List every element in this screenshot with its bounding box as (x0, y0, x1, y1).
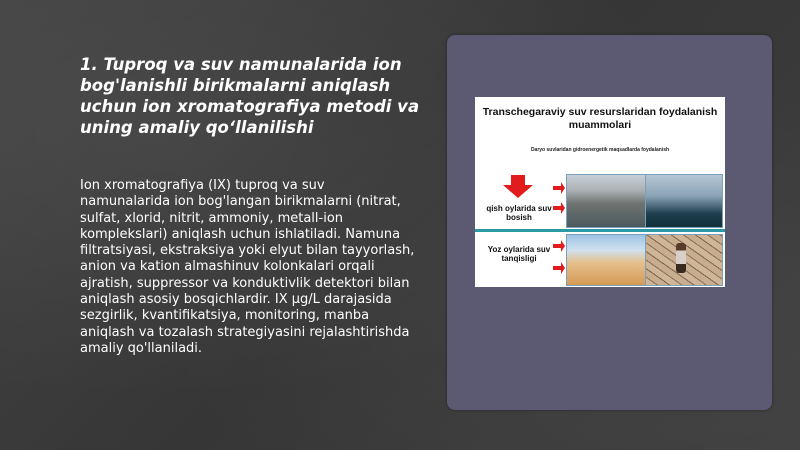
figure-subtitle: Daryo suvlaridan gidroenergetik maqsadlarda foydalanish (530, 147, 670, 153)
flood-photo-1 (566, 174, 646, 228)
embedded-figure-image (475, 97, 725, 287)
figure-title: Transchegaraviy suv resurslaridan foydalanish muammolari (482, 106, 718, 131)
drought-photo-2 (645, 234, 723, 286)
drought-photo-1 (566, 234, 646, 286)
down-arrow-head-icon (503, 185, 533, 198)
slide-body-text: Ion xromatografiya (IX) tuproq va suv namunalarida ion bog'langan birikmalarni (nitrat, sulfat, xlorid, nitrit, ammoniy, metall-ion komplekslari) aniqlash uchun ishlatiladi. Namuna filtratsiyasi, ekstraksiya yoki elyut bilan tayyorlash, anion va kation almashinuv kolonkalari orqali ajratish, suppressor va konduktivlik detektori bilan aniqlash asosiy bosqichlardir. IX µg/L darajasida sezgirlik, kvantifikatsiya, monitoring, manba aniqlash va tozalash strategiyasini rejalashtirishda amaliy qo'llaniladi. (80, 178, 415, 356)
image-panel (447, 35, 772, 410)
flood-photo-2 (645, 174, 723, 228)
slide-title: 1. Tuproq va suv namunalarida ion bog'lanishli birikmalarni aniqlash uchun ion xromatografiya metodi va uning amaliy qo‘llanilishi (80, 55, 420, 137)
divider-line (475, 229, 725, 232)
person-figure (676, 243, 686, 273)
down-arrow-icon (511, 175, 525, 185)
winter-flood-label: qish oylarida suv bosish (486, 204, 552, 222)
summer-shortage-label: Yoz oylarida suv tanqisligi (487, 245, 551, 263)
